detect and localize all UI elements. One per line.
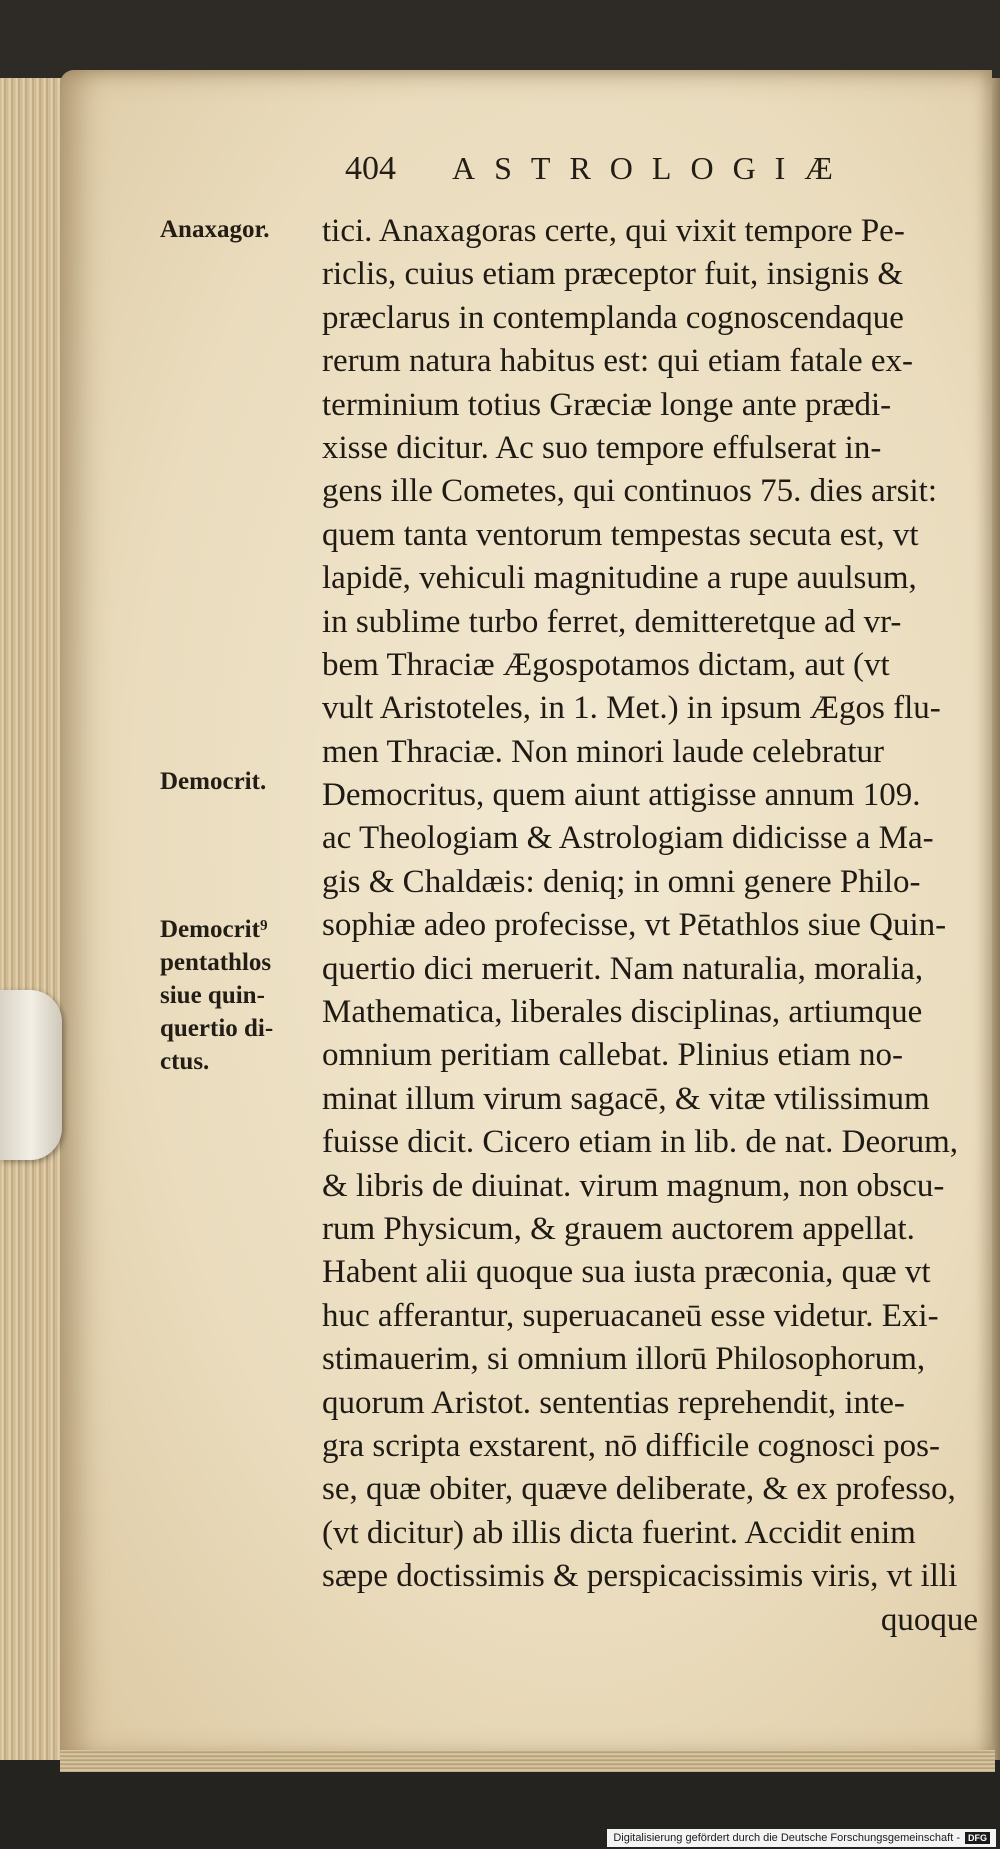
page-edges-bottom [60, 1750, 995, 1772]
text-line: præclarus in contemplanda cognoscendaque [322, 299, 904, 336]
text-line: fuisse dicit. Cicero etiam in lib. de nat. Deorum, [322, 1124, 959, 1161]
text-line: quorum Aristot. sententias reprehendit, inte- [322, 1384, 905, 1421]
text-line: & libris de diuinat. virum magnum, non obscu- [322, 1167, 945, 1204]
text-line: xisse dicitur. Ac suo tempore effulserat in- [322, 429, 882, 466]
dfg-logo: DFG [965, 1832, 990, 1844]
book-clasp [0, 990, 62, 1160]
text-line: rum Physicum, & grauem auctorem appellat. [322, 1210, 915, 1247]
text-line: se, quæ obiter, quæve deliberate, & ex professo, [322, 1471, 956, 1508]
catchword: quoque [880, 1601, 978, 1638]
page-number: 404 [345, 150, 396, 187]
margin-note-line: Democrit⁹ [160, 916, 268, 943]
margin-note-line: pentathlos [160, 949, 272, 976]
text-line: stimauerim, si omnium illorū Philosophorum, [322, 1341, 926, 1378]
text-line: rerum natura habitus est: qui etiam fatale ex- [322, 343, 914, 380]
text-line: Habent alii quoque sua iusta præconia, quæ vt [322, 1254, 931, 1291]
text-line: terminium totius Græciæ longe ante prædi- [322, 386, 892, 423]
text-line: quertio dici meruerit. Nam naturalia, moralia, [322, 950, 924, 987]
text-line: Democritus, quem aiunt attigisse annum 109. [322, 777, 921, 814]
margin-note-line: siue quin- [160, 982, 265, 1009]
text-line: gens ille Cometes, qui continuos 75. dies arsit: [322, 473, 938, 510]
text-line: tici. Anaxagoras certe, qui vixit tempore Pe- [322, 213, 905, 249]
text-line: (vt dicitur) ab illis dicta fuerint. Accidit enim [322, 1514, 916, 1551]
text-line: Mathematica, liberales disciplinas, artiumque [322, 994, 923, 1031]
text-line: vult Aristoteles, in 1. Met.) in ipsum Ægos flu- [322, 690, 941, 727]
margin-note-anaxagoras [160, 213, 270, 246]
text-line: gra scripta exstarent, nō difficile cognosci pos- [322, 1427, 940, 1464]
text-line: sæpe doctissimis & perspicacissimis viris, vt illi [322, 1558, 958, 1595]
body-text [322, 210, 990, 1642]
digitization-footer [607, 1829, 996, 1847]
text-line: huc afferantur, superuacaneū esse videtur. Exi- [322, 1297, 939, 1334]
margin-note-line: Anaxagor. [160, 216, 270, 243]
text-line: men Thraciæ. Non minori laude celebratur [322, 733, 885, 770]
text-line: lapidē, vehiculi magnitudine a rupe auulsum, [322, 560, 917, 597]
margin-note-democritus-pentathlos [160, 913, 273, 1078]
text-line: riclis, cuius etiam præceptor fuit, insignis & [322, 256, 904, 293]
page-header [345, 150, 905, 188]
running-title: ASTROLOGIÆ [452, 150, 852, 186]
margin-note-line: ctus. [160, 1048, 210, 1075]
text-line: quem tanta ventorum tempestas secuta est, vt [322, 516, 919, 553]
text-line: minat illum virum sagacē, & vitæ vtilissimum [322, 1080, 930, 1117]
text-line: sophiæ adeo profecisse, vt Pētathlos siue Quin- [322, 907, 947, 944]
text-line: bem Thraciæ Ægospotamos dictam, aut (vt [322, 646, 890, 683]
margin-note-line: Democrit. [160, 768, 267, 795]
text-line: omnium peritiam callebat. Plinius etiam no- [322, 1037, 904, 1074]
footer-credit-text: Digitalisierung gefördert durch die Deutsche Forschungsgemeinschaft - [613, 1832, 960, 1844]
text-line: ac Theologiam & Astrologiam didicisse a Ma- [322, 820, 934, 857]
margin-note-democritus [160, 765, 266, 798]
text-line: in sublime turbo ferret, demitteretque ad vr- [322, 603, 902, 640]
margin-note-line: quertio di- [160, 1015, 274, 1042]
text-line: gis & Chaldæis: deniq; in omni genere Philo- [322, 863, 921, 900]
background-top [0, 0, 1000, 78]
